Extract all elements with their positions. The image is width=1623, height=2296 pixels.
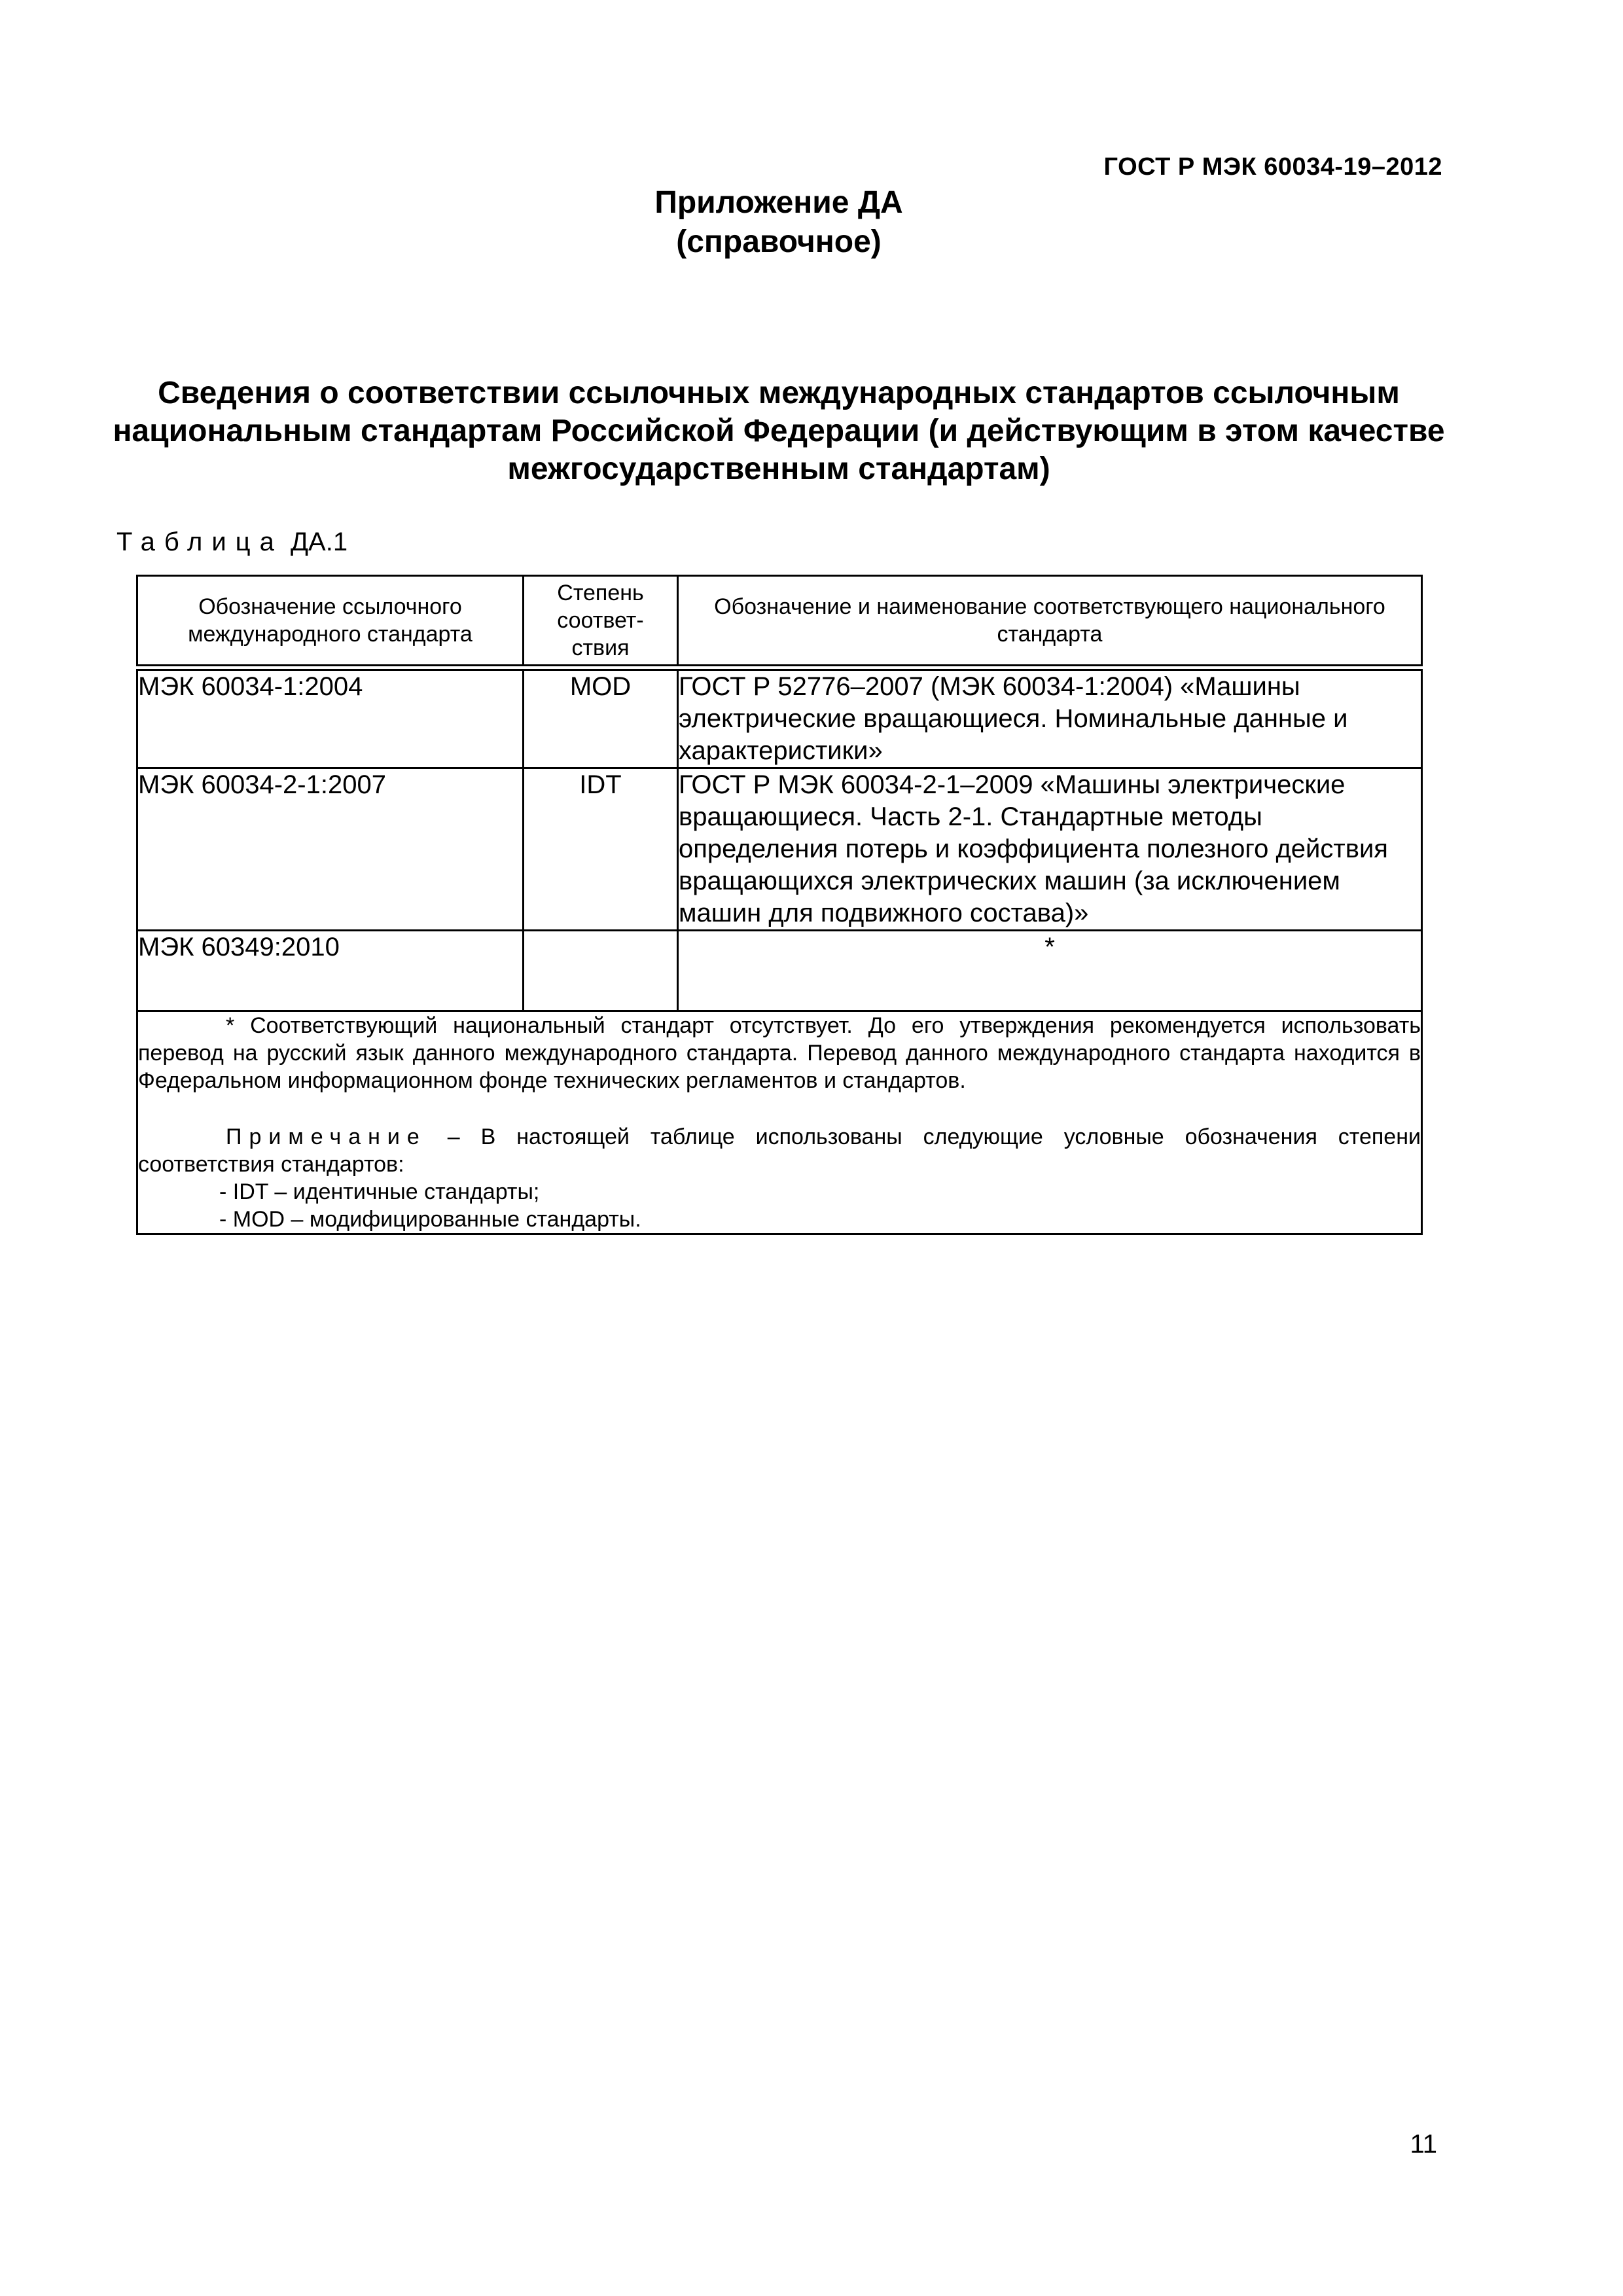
cell-degree: MOD (524, 668, 678, 768)
table-notes-row (137, 1011, 1422, 1234)
standard-code-header: ГОСТ Р МЭК 60034-19–2012 (1103, 153, 1442, 181)
cell-intl-standard: МЭК 60034-2-1:2007 (137, 768, 524, 931)
page-number: 11 (1410, 2130, 1437, 2159)
cell-intl-standard: МЭК 60034-1:2004 (137, 668, 524, 768)
cell-national-standard: ГОСТ Р 52776–2007 (МЭК 60034-1:2004) «Машины электрические вращающиеся. Номинальные данные и характеристики» (678, 668, 1422, 768)
header-degree: Степень соответ-ствия (524, 576, 678, 668)
note-prefix: Примечание (226, 1124, 427, 1149)
table-footnote: * Соответствующий национальный стандарт отсутствует. До его утверждения рекомендуется использовать перевод на русский язык данного международного стандарта. Перевод данного международного стандарта находится в Федеральном информационном фонде технических регламентов и стандартов. (138, 1013, 1421, 1093)
table-row (137, 931, 1422, 1011)
table-row (137, 668, 1422, 768)
cell-intl-standard: МЭК 60349:2010 (137, 931, 524, 1011)
table-note (138, 1123, 1421, 1178)
table-notes-cell (137, 1011, 1422, 1234)
note-list-item: - IDT – идентичные стандарты; (219, 1179, 540, 1204)
table-label-prefix: Таблица (116, 528, 283, 556)
header-national-standard: Обозначение и наименование соответствующего национального стандарта (678, 576, 1422, 668)
cell-national-standard: ГОСТ Р МЭК 60034-2-1–2009 «Машины электрические вращающиеся. Часть 2-1. Стандартные методы определения потерь и коэффициента полезного действия вращающихся электрических машин (за исключением машин для подвижного состава)» (678, 768, 1422, 931)
table-label-number: ДА.1 (290, 528, 348, 556)
note-list-item: - MOD – модифицированные стандарты. (219, 1207, 641, 1232)
appendix-heading (0, 183, 1558, 262)
cell-national-standard: * (678, 931, 1422, 1011)
appendix-subtitle: (справочное) (676, 224, 882, 259)
appendix-title: Приложение ДА (654, 185, 903, 220)
section-title: Сведения о соответствии ссылочных международных стандартов ссылочным национальным стандартам Российской Федерации (и действующим в этом качестве межгосударственным стандартам) (113, 376, 1445, 486)
table-row (137, 768, 1422, 931)
note-text: – В настоящей таблице использованы следующие условные обозначения степени соответствия стандартов: (138, 1124, 1421, 1177)
cell-degree (524, 931, 678, 1011)
header-intl-standard: Обозначение ссылочного международного стандарта (137, 576, 524, 668)
table-label (116, 528, 348, 557)
correspondence-table (136, 575, 1423, 1235)
table-header-row (137, 576, 1422, 668)
note-list (138, 1178, 1421, 1233)
cell-degree: IDT (524, 768, 678, 931)
